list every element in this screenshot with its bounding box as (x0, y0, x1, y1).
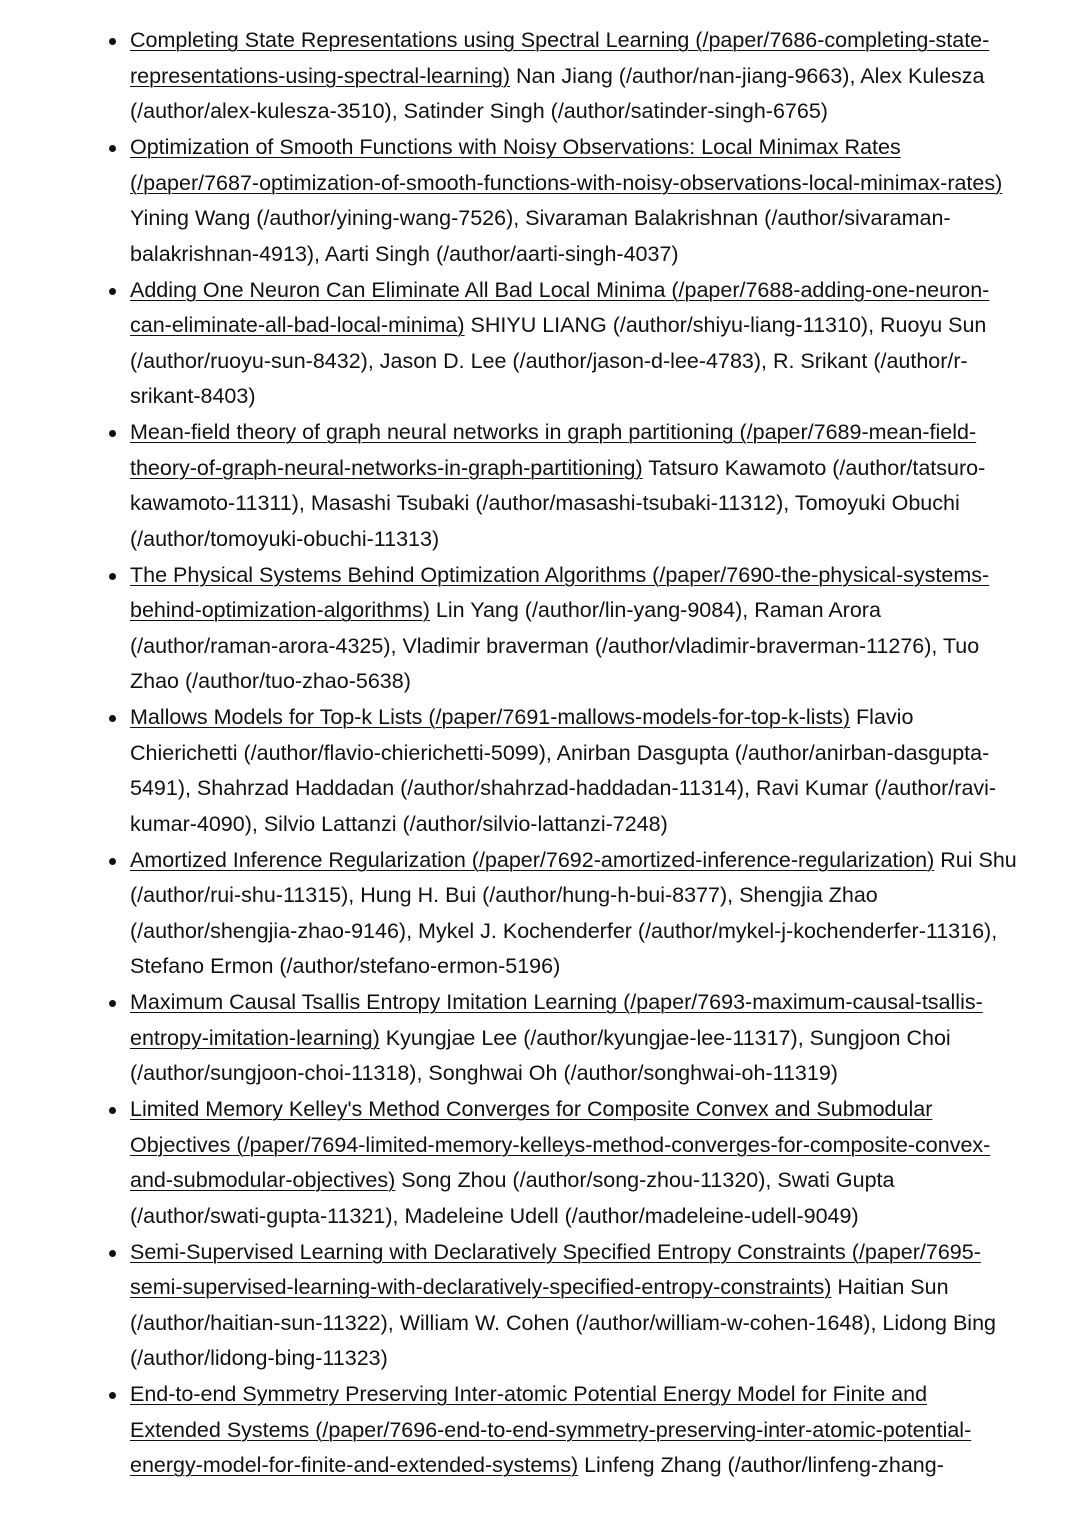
list-item (130, 985, 1020, 1092)
paper-title-link[interactable]: Semi-Supervised Learning with Declaratively Specified Entropy Constraints (/paper/7695-semi-supervised-learning-with-declaratively-specified-entropy-constraints) (130, 1239, 981, 1299)
paper-title-link[interactable]: Maximum Causal Tsallis Entropy Imitation Learning (/paper/7693-maximum-causal-tsallis-entropy-imitation-learning) (130, 990, 983, 1050)
list-item (130, 700, 1020, 842)
author-list: Nan Jiang (/author/nan-jiang-9663), Alex Kulesza (/author/alex-kulesza-3510), Satinder Singh (/author/satinder-singh-6765) (130, 63, 985, 123)
author-list: Song Zhou (/author/song-zhou-11320), Swati Gupta (/author/swati-gupta-11321), Madeleine Udell (/author/madeleine-udell-9049) (130, 1168, 895, 1228)
paper-title-link[interactable]: Mean-field theory of graph neural networks in graph partitioning (/paper/7689-mean-field-theory-of-graph-neural-networks-in-graph-partitioning) (130, 420, 977, 480)
author-list: Yining Wang (/author/yining-wang-7526), Sivaraman Balakrishnan (/author/sivaraman-balakrishnan-4913), Aarti Singh (/author/aarti-singh-4037) (130, 206, 951, 266)
author-list: Kyungjae Lee (/author/kyungjae-lee-11317), Sungjoon Choi (/author/sungjoon-choi-11318), Songhwai Oh (/author/songhwai-oh-11319) (130, 1025, 951, 1085)
list-item (130, 273, 1020, 415)
list-item (130, 1235, 1020, 1377)
author-list: Linfeng Zhang (/author/linfeng-zhang- (578, 1453, 944, 1477)
list-item (130, 130, 1020, 272)
author-list: Flavio Chierichetti (/author/flavio-chierichetti-5099), Anirban Dasgupta (/author/anirban-dasgupta-5491), Shahrzad Haddadan (/author/shahrzad-haddadan-11314), Ravi Kumar (/author/ravi-kumar-4090), Silvio Lattanzi (/author/silvio-lattanzi-7248) (130, 705, 997, 836)
paper-title-link[interactable]: Completing State Representations using Spectral Learning (/paper/7686-completing-state-representations-using-spectral-learning) (130, 28, 990, 88)
list-item (130, 1092, 1020, 1234)
list-item (130, 23, 1020, 130)
list-item (130, 843, 1020, 985)
paper-list (0, 23, 1080, 1484)
paper-title-link[interactable]: Optimization of Smooth Functions with Noisy Observations: Local Minimax Rates (/paper/7687-optimization-of-smooth-functions-with-noisy-observations-local-minimax-rates) (130, 135, 1003, 195)
author-list: SHIYU LIANG (/author/shiyu-liang-11310), Ruoyu Sun (/author/ruoyu-sun-8432), Jason D. Lee (/author/jason-d-lee-4783), R. Srikant (/author/r-srikant-8403) (130, 313, 987, 408)
paper-title-link[interactable]: Limited Memory Kelley's Method Converges for Composite Convex and Submodular Objectives (/paper/7694-limited-memory-kelleys-method-converges-for-composite-convex-and-submodular-objectives) (130, 1097, 991, 1192)
paper-title-link[interactable]: The Physical Systems Behind Optimization Algorithms (/paper/7690-the-physical-systems-behind-optimization-algorithms) (130, 562, 990, 622)
list-item (130, 558, 1020, 700)
list-item (130, 1377, 1020, 1484)
paper-title-link[interactable]: Amortized Inference Regularization (/paper/7692-amortized-inference-regularization) (130, 847, 935, 872)
list-item (130, 415, 1020, 557)
paper-title-link[interactable]: End-to-end Symmetry Preserving Inter-atomic Potential Energy Model for Finite and Extended Systems (/paper/7696-end-to-end-symmetry-preserving-inter-atomic-potential-energy-model-for-finite-and-extended-systems) (130, 1382, 972, 1477)
author-list: Rui Shu (/author/rui-shu-11315), Hung H. Bui (/author/hung-h-bui-8377), Shengjia Zhao (/author/shengjia-zhao-9146), Mykel J. Kochenderfer (/author/mykel-j-kochenderfer-11316), Stefano Ermon (/author/stefano-ermon-5196) (130, 847, 1017, 978)
paper-title-link[interactable]: Adding One Neuron Can Eliminate All Bad Local Minima (/paper/7688-adding-one-neuron-can-eliminate-all-bad-local-minima) (130, 277, 990, 337)
author-list: Lin Yang (/author/lin-yang-9084), Raman Arora (/author/raman-arora-4325), Vladimir braverman (/author/vladimir-braverman-11276), Tuo Zhao (/author/tuo-zhao-5638) (130, 598, 980, 693)
paper-title-link[interactable]: Mallows Models for Top-k Lists (/paper/7691-mallows-models-for-top-k-lists) (130, 705, 851, 729)
author-list: Tatsuro Kawamoto (/author/tatsuro-kawamoto-11311), Masashi Tsubaki (/author/masashi-tsubaki-11312), Tomoyuki Obuchi (/author/tomoyuki-obuchi-11313) (130, 455, 986, 551)
author-list: Haitian Sun (/author/haitian-sun-11322), William W. Cohen (/author/william-w-cohen-1648), Lidong Bing (/author/lidong-bing-11323) (130, 1275, 996, 1370)
